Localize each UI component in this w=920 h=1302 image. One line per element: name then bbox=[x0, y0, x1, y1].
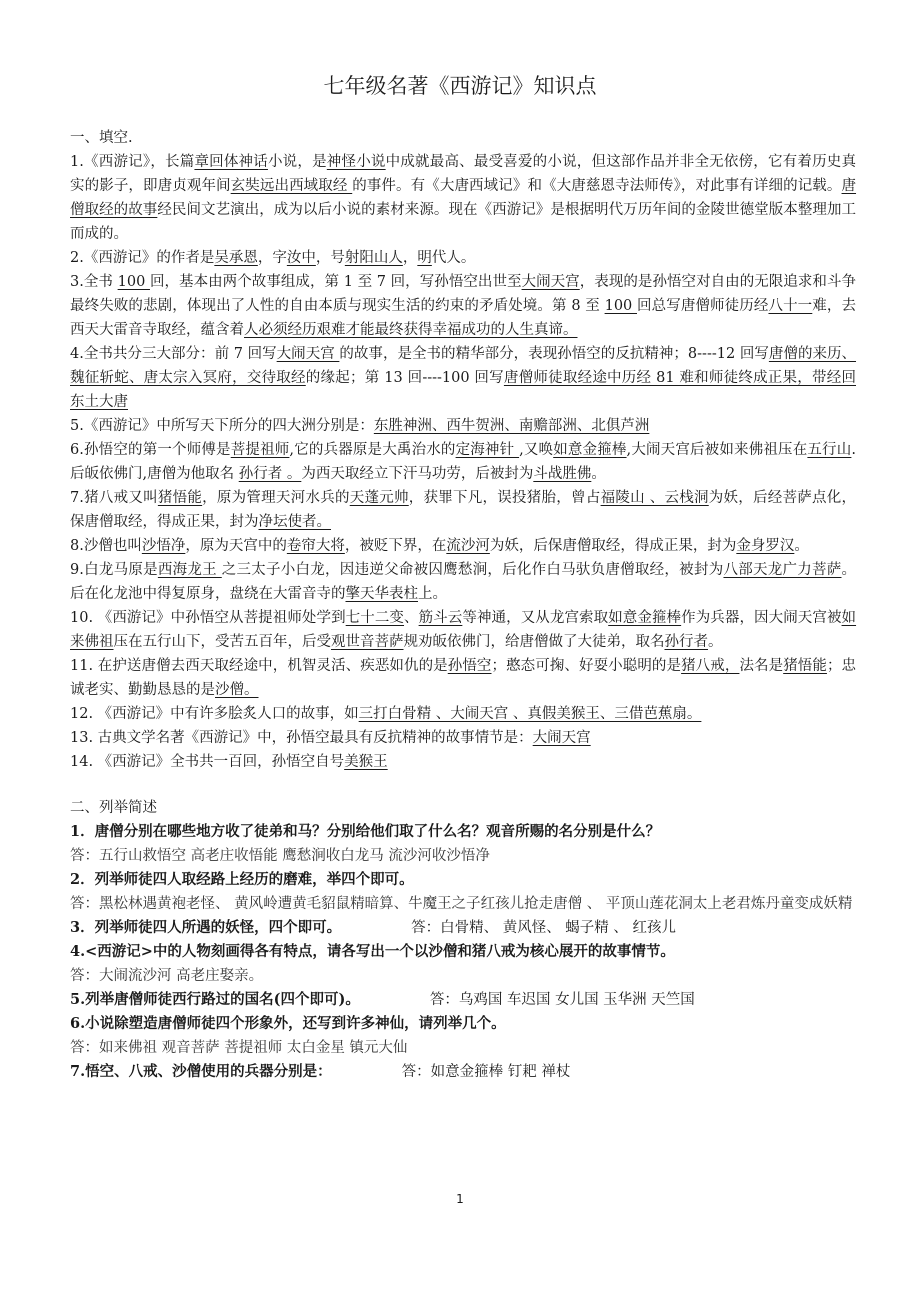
answer-text: 答：黑松林遇黄袍老怪、 黄风岭遭黄毛貂鼠精暗算、牛魔王之子红孩儿抢走唐僧 、 平顶山莲花洞太上老君炼丹童变成妖精 bbox=[70, 896, 853, 912]
item-text: 法名是 bbox=[739, 658, 784, 674]
item-text: ；憨态可掬、好耍小聪明的是 bbox=[491, 658, 682, 674]
question bbox=[70, 820, 856, 844]
answer-blank: 如意金箍棒 bbox=[553, 442, 627, 458]
answer-blank: 猪八戒， bbox=[681, 658, 740, 674]
answer-blank: 100 bbox=[117, 274, 150, 290]
answer-blank: 三打白骨精 、大闹天宫 、真假美猴王、三借芭蕉扇。 bbox=[358, 706, 702, 722]
item-text: ， bbox=[402, 250, 418, 266]
item-text: 6.孙悟空的第一个师傅是 bbox=[70, 442, 231, 458]
answer-blank: 流沙河 bbox=[446, 538, 490, 554]
item-text: ,又唤 bbox=[519, 442, 554, 458]
fill-blank-item bbox=[70, 150, 856, 246]
fill-blank-item bbox=[70, 702, 856, 726]
page-title: 七年级名著《西游记》知识点 bbox=[323, 74, 597, 98]
answer-blank: 大闹天宫 bbox=[521, 274, 580, 290]
question bbox=[70, 916, 856, 940]
answer-blank: 人必须经历艰难才能最终获得幸福成功的人生真谛。 bbox=[244, 322, 578, 338]
item-text: 14. 《西游记》全书共一百回，孙悟空自号 bbox=[70, 754, 345, 770]
answer-blank: 美猴王 bbox=[344, 754, 388, 770]
answer-blank: 孙悟空 bbox=[447, 658, 492, 674]
question bbox=[70, 988, 856, 1012]
fill-blank-item bbox=[70, 654, 856, 702]
question bbox=[70, 1060, 856, 1084]
item-text: 回，基本由两个故事组成，第 1 至 7 回，写孙悟空出世至 bbox=[149, 274, 522, 290]
item-text: ,它的兵器原是大禹治水的 bbox=[289, 442, 456, 458]
item-text: ，号 bbox=[315, 250, 345, 266]
item-text: 为妖，后保唐僧取经，得成正果，封为 bbox=[489, 538, 737, 554]
fill-blank-item bbox=[70, 414, 856, 438]
question-text: 7.悟空、八戒、沙僧使用的兵器分别是： bbox=[70, 1063, 332, 1080]
answer-blank: 吴承恩 bbox=[214, 250, 258, 266]
item-text: 4.全书共分三大部分：前 7 回写 bbox=[70, 346, 277, 362]
item-text: ；忠诚老实、勤勤恳恳的是 bbox=[70, 658, 857, 698]
item-text: 。 bbox=[591, 466, 606, 482]
answer-blank: 沙悟净 bbox=[141, 538, 186, 554]
item-text: 中成就最高、最受喜爱的小说，但这部作品并非全无依傍，它有着历史真实的影子，即唐贞观年间 bbox=[70, 154, 857, 194]
item-text: 小说，是 bbox=[267, 154, 327, 170]
answer-blank: 明 bbox=[417, 250, 432, 266]
answer-blank: 玄奘远出西域取经 bbox=[230, 178, 353, 194]
item-text: 等神通，又从龙宫索取 bbox=[462, 610, 609, 626]
item-text: 8.沙僧也叫 bbox=[70, 538, 142, 554]
answer-blank: 100 bbox=[604, 298, 637, 314]
item-text: 的缘起；第 13 回----100 回写 bbox=[305, 370, 504, 386]
answer-blank: 八十一 bbox=[768, 298, 813, 314]
answer-blank: 猪悟能 bbox=[783, 658, 827, 674]
answer-text: 答：大闹流沙河 高老庄娶亲。 bbox=[70, 968, 264, 984]
answer-blank: 福陵山 、云栈洞 bbox=[600, 490, 709, 506]
item-text: 回总写唐僧师徒历经 bbox=[637, 298, 769, 314]
item-text: 9.白龙马原是 bbox=[70, 562, 158, 578]
question bbox=[70, 868, 856, 892]
answer-blank: 孙行者 bbox=[664, 634, 708, 650]
fill-blank-item bbox=[70, 486, 856, 534]
question-text: 2．列举师徒四人取经路上经历的磨难，举四个即可。 bbox=[70, 871, 414, 888]
item-text: 13. 古典文学名著《西游记》中，孙悟空最具有反抗精神的故事情节是： bbox=[70, 730, 533, 746]
answer-blank: 八部天龙广力菩萨 bbox=[723, 562, 842, 578]
answer-text: 答：五行山救悟空 高老庄收悟能 鹰愁涧收白龙马 流沙河收沙悟净 bbox=[70, 848, 490, 864]
answer-text: 答：白骨精、 黄风怪、 蝎子精 、 红孩儿 bbox=[411, 920, 677, 936]
answer-blank: 五行山 bbox=[807, 442, 852, 458]
fill-blank-item bbox=[70, 342, 856, 414]
question-text: 6.小说除塑造唐僧师徒四个形象外，还写到许多神仙，请列举几个。 bbox=[70, 1015, 506, 1032]
answer-blank: 七十二变 bbox=[345, 610, 405, 626]
item-text: 压在五行山下，受苦五百年，后受 bbox=[113, 634, 331, 650]
item-text: .后皈依佛门,唐僧为他取名 bbox=[70, 442, 857, 482]
item-text: ，表现的是孙悟空对自由的无限追求和斗争最终失败的悲剧，体现出了人性的自由本质与现实生活的约束的矛盾处境。第 8 至 bbox=[70, 274, 857, 314]
answer-text: 答：乌鸡国 车迟国 女儿国 玉华洲 天竺国 bbox=[429, 992, 695, 1008]
item-text: 难，去西天大雷音寺取经，蕴含着 bbox=[70, 298, 857, 338]
item-text: 3.全书 bbox=[70, 274, 118, 290]
section-heading-enumerate: 二、列举简述 bbox=[70, 800, 157, 816]
item-text: ，被贬下界，在 bbox=[344, 538, 447, 554]
answer-blank: 大闹天宫 bbox=[532, 730, 591, 746]
answer-blank: 唐僧的来历、魏征斩蛇、唐太宗入冥府，交待取经 bbox=[70, 346, 857, 386]
item-text: ，原为天宫中的 bbox=[185, 538, 287, 554]
item-text: 为妖，后经菩萨点化，保唐僧取经，得成正果，封为 bbox=[70, 490, 857, 530]
answer-blank: 定海神针 bbox=[455, 442, 520, 458]
item-text: ，获罪下凡，误投猪胎，曾占 bbox=[408, 490, 601, 506]
answer-blank: 斗战胜佛 bbox=[533, 466, 592, 482]
page-number: 1 bbox=[456, 1192, 464, 1206]
question-text: 4.<西游记>中的人物刻画得各有特点，请各写出一个以沙僧和猪八戒为核心展开的故事情节。 bbox=[70, 943, 675, 960]
item-text: 的事件。有《大唐西域记》和《大唐慈恩寺法师传》，对此事有详细的记载。 bbox=[352, 178, 842, 194]
answer-blank: 擎天华表柱 bbox=[345, 586, 418, 602]
answer-blank: 西海龙王 bbox=[157, 562, 222, 578]
item-text: 11. 在护送唐僧去西天取经途中，机智灵活、疾恶如仇的是 bbox=[70, 658, 448, 674]
item-text: 。 bbox=[794, 538, 809, 554]
section-heading-fill-blank: 一、填空. bbox=[70, 130, 133, 146]
answer-blank: 天蓬元帅 bbox=[349, 490, 409, 506]
answer-blank: 菩提祖师 bbox=[230, 442, 290, 458]
answer-blank: 净坛使者。 bbox=[258, 514, 331, 530]
fill-blank-item bbox=[70, 246, 856, 270]
fill-blank-item bbox=[70, 534, 856, 558]
question bbox=[70, 940, 856, 964]
document-body bbox=[70, 126, 856, 1084]
answer-blank: 孙行者 。 bbox=[238, 466, 302, 482]
item-text: ,大闹天宫后被如来佛祖压在 bbox=[626, 442, 808, 458]
answer-blank: 章回体神话 bbox=[194, 154, 268, 170]
item-text: 7.猪八戒又叫 bbox=[70, 490, 158, 506]
item-text: 。后在化龙池中得复原身，盘绕在大雷音寺的 bbox=[70, 562, 856, 602]
answer-blank: 如来佛祖 bbox=[70, 610, 857, 650]
item-text: 。 bbox=[708, 634, 723, 650]
answer-blank: 汝中 bbox=[286, 250, 316, 266]
answer-blank: 唐僧师徒取经途中历经 81 难和师徒终成正果，带经回东土大唐 bbox=[70, 370, 856, 410]
answer-blank: 射阳山人 bbox=[344, 250, 403, 266]
item-text: ，原为管理天河水兵的 bbox=[202, 490, 350, 506]
item-text: 1.《西游记》，长篇 bbox=[70, 154, 195, 170]
fill-blank-item bbox=[70, 726, 856, 750]
item-text: 5.《西游记》中所写天下所分的四大洲分别是： bbox=[70, 418, 374, 434]
item-text: 上。 bbox=[418, 586, 447, 602]
qa-list bbox=[70, 820, 856, 1084]
item-text: 为西天取经立下汗马功劳，后被封为 bbox=[301, 466, 534, 482]
answer-blank: 观世音菩萨 bbox=[331, 634, 404, 650]
fill-blank-item bbox=[70, 606, 856, 654]
answer-blank: 金身罗汉 bbox=[736, 538, 795, 554]
question bbox=[70, 1012, 856, 1036]
answer-blank: 神怪小说 bbox=[326, 154, 386, 170]
fill-blank-list bbox=[70, 150, 856, 774]
item-text: ，字 bbox=[257, 250, 287, 266]
item-text: 的故事，是全书的精华部分，表现孙悟空的反抗精神；8----12 回写 bbox=[339, 346, 769, 362]
item-text: 作为兵器，因大闹天宫被 bbox=[681, 610, 842, 626]
fill-blank-item bbox=[70, 558, 856, 606]
item-text: 代人。 bbox=[431, 250, 476, 266]
answer-blank: 唐僧取经的故事 bbox=[70, 178, 857, 218]
answer-blank: 筋斗云 bbox=[418, 610, 463, 626]
item-text: 之三太子小白龙，因违逆父命被囚鹰愁涧，后化作白马驮负唐僧取经，被封为 bbox=[221, 562, 724, 578]
fill-blank-item bbox=[70, 438, 856, 486]
fill-blank-item bbox=[70, 750, 856, 774]
fill-blank-item bbox=[70, 270, 856, 342]
answer-blank: 如意金箍棒 bbox=[608, 610, 682, 626]
item-text: 经民间文艺演出，成为以后小说的素材来源。现在《西游记》是根据明代万历年间的金陵世德堂版本整理加工而成的。 bbox=[70, 202, 856, 242]
answer-blank: 猪悟能 bbox=[157, 490, 203, 506]
question-text: 5.列举唐僧师徒西行路过的国名(四个即可)。 bbox=[70, 991, 360, 1008]
answer-text: 答：如意金箍棒 钉耙 禅杖 bbox=[401, 1064, 571, 1080]
answer-blank: 东胜神洲、西牛贺洲、南赡部洲、北俱芦洲 bbox=[373, 418, 650, 434]
item-text: 10. 《西游记》中孙悟空从菩提祖师处学到 bbox=[70, 610, 346, 626]
answer-blank: 沙僧。 bbox=[215, 682, 259, 698]
item-text: 、 bbox=[404, 610, 419, 626]
item-text: 规劝皈依佛门，给唐僧做了大徒弟，取名 bbox=[403, 634, 665, 650]
answer-blank: 大闹天宫 bbox=[276, 346, 340, 362]
item-text: 2.《西游记》的作者是 bbox=[70, 250, 215, 266]
question-text: 3．列举师徒四人所遇的妖怪，四个即可。 bbox=[70, 919, 342, 936]
answer-text: 答：如来佛祖 观音菩萨 菩提祖师 太白金星 镇元大仙 bbox=[70, 1040, 408, 1056]
question-text: 1．唐僧分别在哪些地方收了徒弟和马？分别给他们取了什么名？观音所赐的名分别是什么？ bbox=[70, 823, 661, 840]
answer-blank: 卷帘大将 bbox=[286, 538, 345, 554]
item-text: 12. 《西游记》中有许多脍炙人口的故事，如 bbox=[70, 706, 359, 722]
